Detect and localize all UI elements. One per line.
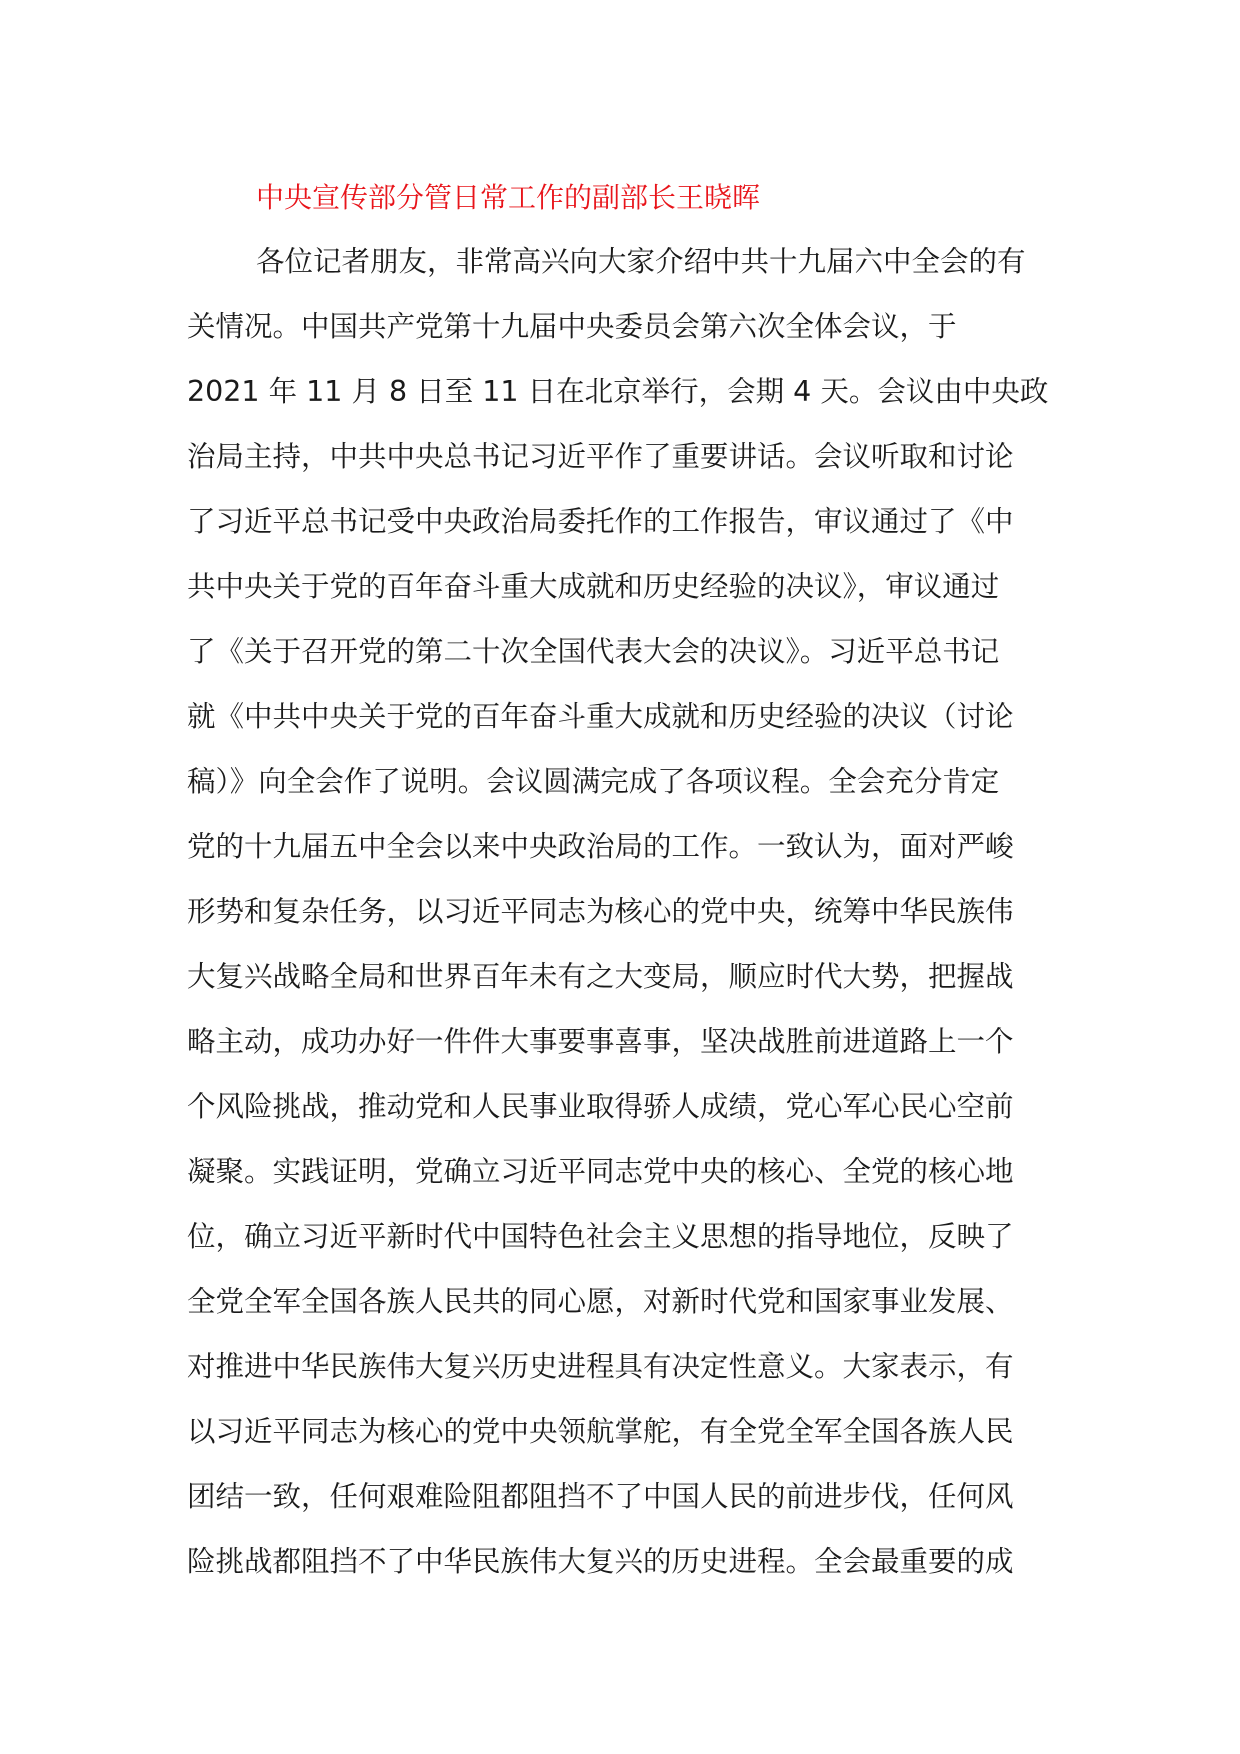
body-line: 关情况。中国共产党第十九届中央委员会第六次全体会议，于: [187, 310, 957, 343]
body-line: 了习近平总书记受中央政治局委托作的工作报告，审议通过了《中: [187, 505, 1014, 538]
body-line: 就《中共中央关于党的百年奋斗重大成就和历史经验的决议（讨论: [187, 700, 1014, 733]
body-line: 全党全军全国各族人民共的同心愿，对新时代党和国家事业发展、: [187, 1285, 1014, 1318]
body-line: 团结一致，任何艰难险阻都阻挡不了中国人民的前进步伐，任何风: [187, 1480, 1014, 1513]
body-line: 以习近平同志为核心的党中央领航掌舵，有全党全军全国各族人民: [187, 1415, 1014, 1448]
body-line: 形势和复杂任务，以习近平同志为核心的党中央，统筹中华民族伟: [187, 895, 1014, 928]
body-line: 个风险挑战，推动党和人民事业取得骄人成绩，党心军心民心空前: [187, 1090, 1014, 1123]
body-line: 对推进中华民族伟大复兴历史进程具有决定性意义。大家表示，有: [187, 1350, 1014, 1383]
body-line: 2021 年 11 月 8 日至 11 日在北京举行，会期 4 天。会议由中央政: [187, 375, 1049, 408]
body-line: 略主动，成功办好一件件大事要事喜事，坚决战胜前进道路上一个: [187, 1025, 1014, 1058]
body-line: 凝聚。实践证明，党确立习近平同志党中央的核心、全党的核心地: [187, 1155, 1014, 1188]
body-line: 各位记者朋友，非常高兴向大家介绍中共十九届六中全会的有: [256, 245, 1026, 278]
body-line: 稿）》向全会作了说明。会议圆满完成了各项议程。全会充分肯定: [187, 765, 1000, 798]
body-line: 党的十九届五中全会以来中央政治局的工作。一致认为，面对严峻: [187, 830, 1014, 863]
body-line: 共中央关于党的百年奋斗重大成就和历史经验的决议》，审议通过: [187, 570, 1000, 603]
body-line: 大复兴战略全局和世界百年未有之大变局，顺应时代大势，把握战: [187, 960, 1014, 993]
document-title: 中央宣传部分管日常工作的副部长王晓晖: [256, 181, 761, 214]
body-line: 险挑战都阻挡不了中华民族伟大复兴的历史进程。全会最重要的成: [187, 1545, 1014, 1578]
body-line: 治局主持，中共中央总书记习近平作了重要讲话。会议听取和讨论: [187, 440, 1014, 473]
body-line: 了《关于召开党的第二十次全国代表大会的决议》。习近平总书记: [187, 635, 1000, 668]
body-line: 位，确立习近平新时代中国特色社会主义思想的指导地位，反映了: [187, 1220, 1014, 1253]
document-body: [187, 241, 1067, 1606]
